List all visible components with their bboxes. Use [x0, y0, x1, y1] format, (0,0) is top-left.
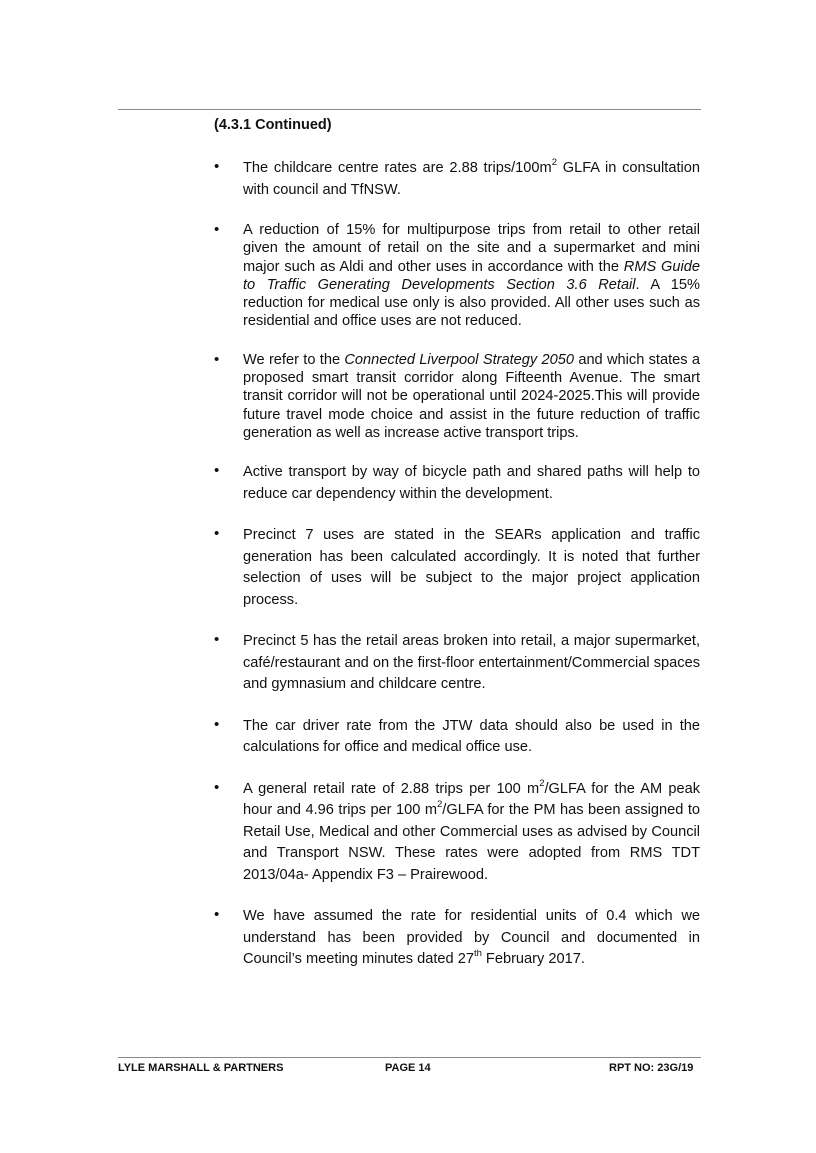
list-item	[214, 221, 700, 331]
bullet-text: Precinct 5 has the retail areas broken into retail, a major supermarket, café/restaurant and on the first-floor entertainment/Commercial spaces and gymnasium and childcare centre.	[243, 633, 700, 693]
list-item	[214, 351, 700, 442]
bullet-text: The childcare centre rates are 2.88 trips/$100m^2$ GLFA in consultation with council and TfNSW.	[243, 157, 700, 198]
bullet-text: The car driver rate from the JTW data should also be used in the calculations for office and medical office use.	[243, 717, 700, 756]
bullet-icon: •	[214, 525, 220, 543]
bullet-text: We refer to the Connected Liverpool Strategy 2050 and which states a proposed smart transit corridor along Fifteenth Avenue. The smart transit corridor will not be operational until 2024-2025.This will provide future travel mode choice and assist in the future reduction of traffic generation as well as increase active transport trips.	[243, 351, 701, 441]
bullet-icon: •	[214, 906, 220, 924]
header-rule	[118, 109, 701, 110]
bullet-icon: •	[214, 631, 220, 649]
list-item	[214, 716, 700, 759]
bullet-icon: •	[214, 221, 220, 238]
bullet-list	[214, 158, 700, 991]
list-item	[214, 158, 700, 201]
footer-report-number: RPT NO: 23G/19	[609, 1062, 694, 1074]
list-item	[214, 462, 700, 505]
bullet-icon: •	[214, 778, 220, 796]
bullet-text: We have assumed the rate for residential units of 0.4 which we understand has been provided by Council and documented in Council’s meeting minutes dated 27th February 2017.	[243, 908, 700, 968]
list-item	[214, 631, 700, 696]
list-item	[214, 525, 700, 611]
bullet-icon: •	[214, 350, 220, 368]
footer-company: LYLE MARSHALL & PARTNERS	[118, 1062, 284, 1074]
bullet-text: A general retail rate of 2.88 trips per 100 $m^2$/GLFA for the AM peak hour and 4.96 trips per 100 $m^2$/GLFA for the PM has been assigned to Retail Use, Medical and other Commercial uses as advised by Council and Transport NSW. These rates were adopted from RMS TDT 2013/04a- Appendix F3 – Prairewood.	[243, 777, 700, 883]
footer-page-number: PAGE 14	[385, 1062, 431, 1074]
bullet-text: Active transport by way of bicycle path and shared paths will help to reduce car dependency within the development.	[243, 464, 700, 502]
list-item	[214, 779, 700, 887]
bullet-icon: •	[214, 158, 220, 175]
bullet-text: A reduction of 15% for multipurpose trips from retail to other retail given the amount of retail on the site and a supermarket and mini major such as Aldi and other uses in accordance with the RMS Guide to Traffic Generating Developments Section 3.6 Retail. A 15% reduction for medical use only is also provided. All other uses such as residential and office uses are not reduced.	[243, 222, 700, 330]
bullet-icon: •	[214, 462, 220, 480]
section-heading: (4.3.1 Continued)	[214, 117, 332, 133]
list-item	[214, 906, 700, 971]
footer-rule	[118, 1057, 701, 1058]
bullet-text: Precinct 7 uses are stated in the SEARs application and traffic generation has been calculated accordingly. It is noted that further selection of uses will be subject to the major project application process.	[243, 527, 700, 608]
bullet-icon: •	[214, 715, 220, 733]
